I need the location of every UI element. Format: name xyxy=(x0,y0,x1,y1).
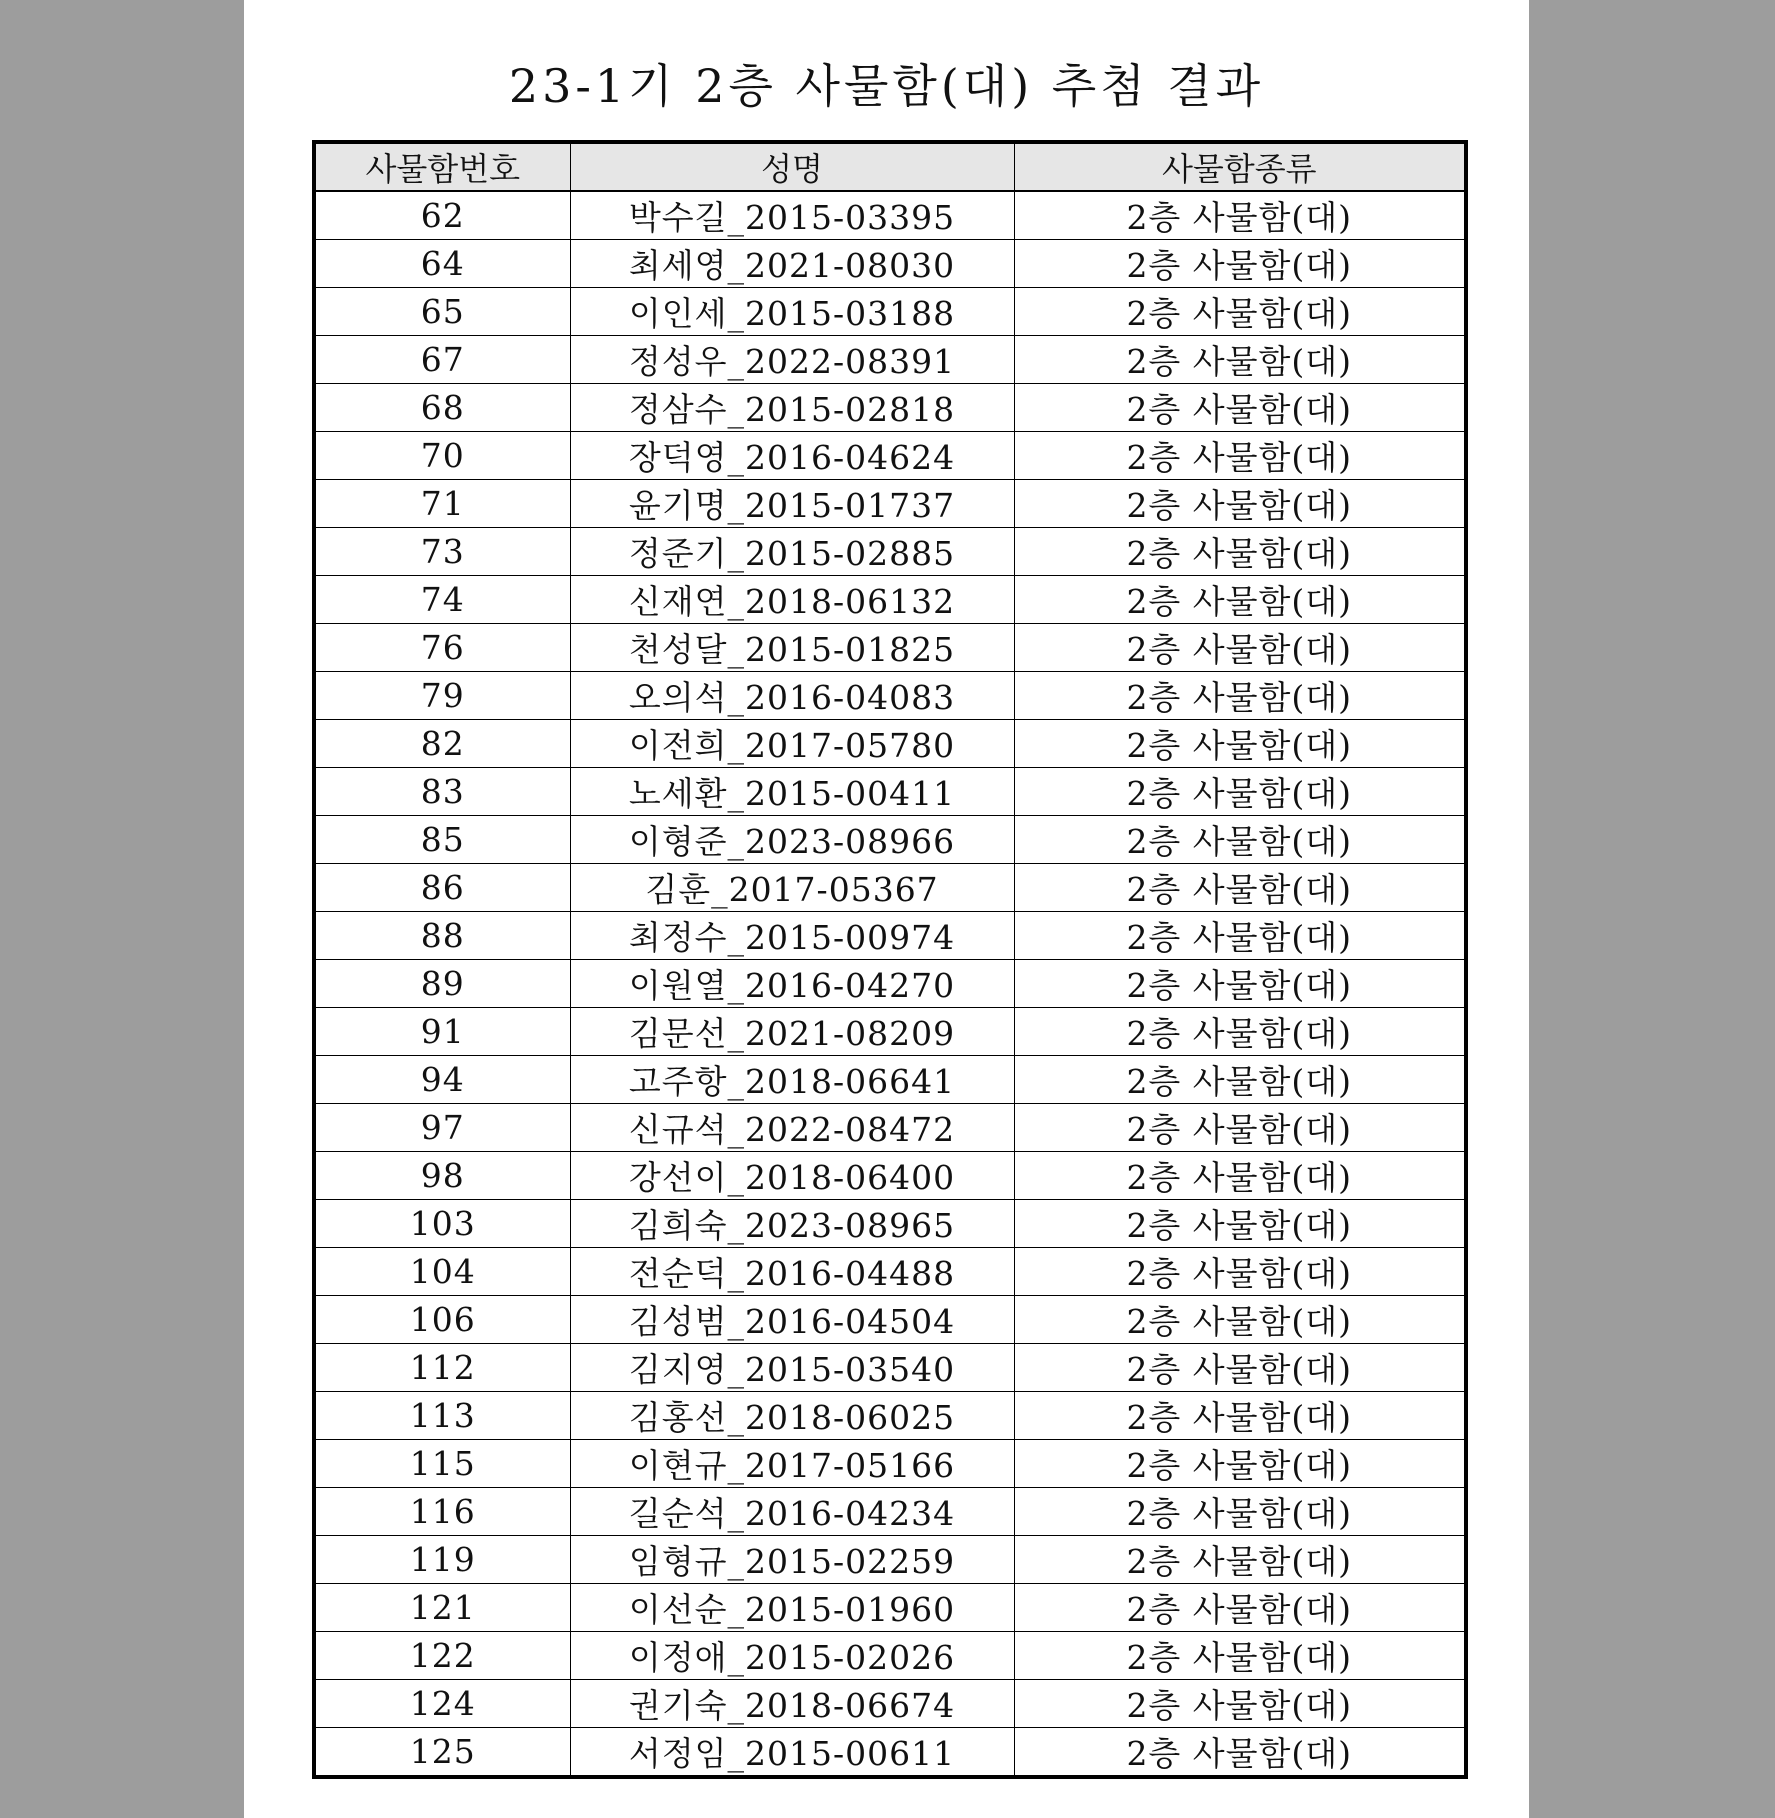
name-cell: 노세환_2015-00411 xyxy=(570,768,1014,816)
name-cell: 서정임_2015-00611 xyxy=(570,1728,1014,1778)
table-row xyxy=(314,240,1466,288)
table-row xyxy=(314,1008,1466,1056)
locker-number-cell: 70 xyxy=(314,432,570,480)
locker-type-cell: 2층 사물함(대) xyxy=(1014,624,1466,672)
locker-number-cell: 115 xyxy=(314,1440,570,1488)
locker-type-cell: 2층 사물함(대) xyxy=(1014,1392,1466,1440)
name-cell: 이전희_2017-05780 xyxy=(570,720,1014,768)
locker-number-cell: 122 xyxy=(314,1632,570,1680)
locker-type-cell: 2층 사물함(대) xyxy=(1014,816,1466,864)
name-cell: 권기숙_2018-06674 xyxy=(570,1680,1014,1728)
page-title: 23-1기 2층 사물함(대) 추첨 결과 xyxy=(508,59,1265,113)
name-cell: 김문선_2021-08209 xyxy=(570,1008,1014,1056)
locker-type-cell: 2층 사물함(대) xyxy=(1014,1344,1466,1392)
locker-type-cell: 2층 사물함(대) xyxy=(1014,720,1466,768)
locker-type-cell: 2층 사물함(대) xyxy=(1014,1536,1466,1584)
locker-type-cell: 2층 사물함(대) xyxy=(1014,480,1466,528)
locker-number-cell: 68 xyxy=(314,384,570,432)
table-row xyxy=(314,1296,1466,1344)
table-row xyxy=(314,1152,1466,1200)
name-cell: 이인세_2015-03188 xyxy=(570,288,1014,336)
table-row xyxy=(314,191,1466,240)
locker-number-cell: 94 xyxy=(314,1056,570,1104)
table-row xyxy=(314,816,1466,864)
name-cell: 이형준_2023-08966 xyxy=(570,816,1014,864)
table-row xyxy=(314,528,1466,576)
name-cell: 고주항_2018-06641 xyxy=(570,1056,1014,1104)
table-row xyxy=(314,1200,1466,1248)
locker-number-cell: 76 xyxy=(314,624,570,672)
locker-type-cell: 2층 사물함(대) xyxy=(1014,1008,1466,1056)
header-locker-type: 사물함종류 xyxy=(1014,142,1466,191)
locker-type-cell: 2층 사물함(대) xyxy=(1014,1488,1466,1536)
locker-type-cell: 2층 사물함(대) xyxy=(1014,768,1466,816)
locker-number-cell: 112 xyxy=(314,1344,570,1392)
name-cell: 이현규_2017-05166 xyxy=(570,1440,1014,1488)
locker-type-cell: 2층 사물함(대) xyxy=(1014,1584,1466,1632)
table-row xyxy=(314,1536,1466,1584)
locker-type-cell: 2층 사물함(대) xyxy=(1014,1728,1466,1778)
locker-type-cell: 2층 사물함(대) xyxy=(1014,191,1466,240)
table-row xyxy=(314,288,1466,336)
locker-number-cell: 79 xyxy=(314,672,570,720)
name-cell: 정성우_2022-08391 xyxy=(570,336,1014,384)
table-row xyxy=(314,480,1466,528)
locker-type-cell: 2층 사물함(대) xyxy=(1014,864,1466,912)
name-cell: 김지영_2015-03540 xyxy=(570,1344,1014,1392)
locker-number-cell: 85 xyxy=(314,816,570,864)
header-name: 성명 xyxy=(570,142,1014,191)
locker-number-cell: 86 xyxy=(314,864,570,912)
locker-type-cell: 2층 사물함(대) xyxy=(1014,1104,1466,1152)
document-page xyxy=(244,0,1529,1818)
locker-type-cell: 2층 사물함(대) xyxy=(1014,1248,1466,1296)
locker-type-cell: 2층 사물함(대) xyxy=(1014,576,1466,624)
locker-type-cell: 2층 사물함(대) xyxy=(1014,240,1466,288)
name-cell: 강선이_2018-06400 xyxy=(570,1152,1014,1200)
locker-type-cell: 2층 사물함(대) xyxy=(1014,1440,1466,1488)
table-row xyxy=(314,1344,1466,1392)
locker-type-cell: 2층 사물함(대) xyxy=(1014,384,1466,432)
locker-type-cell: 2층 사물함(대) xyxy=(1014,1152,1466,1200)
locker-type-cell: 2층 사물함(대) xyxy=(1014,912,1466,960)
name-cell: 정준기_2015-02885 xyxy=(570,528,1014,576)
name-cell: 김희숙_2023-08965 xyxy=(570,1200,1014,1248)
table-row xyxy=(314,1488,1466,1536)
table-row xyxy=(314,1104,1466,1152)
name-cell: 김훈_2017-05367 xyxy=(570,864,1014,912)
locker-number-cell: 98 xyxy=(314,1152,570,1200)
table-row xyxy=(314,432,1466,480)
table-row xyxy=(314,1680,1466,1728)
locker-number-cell: 113 xyxy=(314,1392,570,1440)
locker-type-cell: 2층 사물함(대) xyxy=(1014,1056,1466,1104)
table-row xyxy=(314,1632,1466,1680)
locker-number-cell: 104 xyxy=(314,1248,570,1296)
locker-type-cell: 2층 사물함(대) xyxy=(1014,528,1466,576)
locker-type-cell: 2층 사물함(대) xyxy=(1014,432,1466,480)
name-cell: 길순석_2016-04234 xyxy=(570,1488,1014,1536)
table-row xyxy=(314,576,1466,624)
locker-number-cell: 125 xyxy=(314,1728,570,1778)
name-cell: 정삼수_2015-02818 xyxy=(570,384,1014,432)
locker-type-cell: 2층 사물함(대) xyxy=(1014,336,1466,384)
name-cell: 전순덕_2016-04488 xyxy=(570,1248,1014,1296)
table-row xyxy=(314,336,1466,384)
name-cell: 이원열_2016-04270 xyxy=(570,960,1014,1008)
name-cell: 장덕영_2016-04624 xyxy=(570,432,1014,480)
name-cell: 이정애_2015-02026 xyxy=(570,1632,1014,1680)
table-row xyxy=(314,1440,1466,1488)
header-locker-number: 사물함번호 xyxy=(314,142,570,191)
locker-number-cell: 89 xyxy=(314,960,570,1008)
locker-number-cell: 119 xyxy=(314,1536,570,1584)
locker-type-cell: 2층 사물함(대) xyxy=(1014,1200,1466,1248)
table-row xyxy=(314,672,1466,720)
locker-type-cell: 2층 사물함(대) xyxy=(1014,1296,1466,1344)
locker-number-cell: 106 xyxy=(314,1296,570,1344)
locker-number-cell: 103 xyxy=(314,1200,570,1248)
locker-number-cell: 73 xyxy=(314,528,570,576)
locker-type-cell: 2층 사물함(대) xyxy=(1014,960,1466,1008)
name-cell: 최세영_2021-08030 xyxy=(570,240,1014,288)
locker-number-cell: 65 xyxy=(314,288,570,336)
locker-number-cell: 124 xyxy=(314,1680,570,1728)
name-cell: 오의석_2016-04083 xyxy=(570,672,1014,720)
table-row xyxy=(314,768,1466,816)
locker-type-cell: 2층 사물함(대) xyxy=(1014,288,1466,336)
name-cell: 신재연_2018-06132 xyxy=(570,576,1014,624)
name-cell: 윤기명_2015-01737 xyxy=(570,480,1014,528)
name-cell: 신규석_2022-08472 xyxy=(570,1104,1014,1152)
locker-number-cell: 83 xyxy=(314,768,570,816)
table-row xyxy=(314,384,1466,432)
locker-number-cell: 71 xyxy=(314,480,570,528)
locker-type-cell: 2층 사물함(대) xyxy=(1014,1680,1466,1728)
locker-number-cell: 91 xyxy=(314,1008,570,1056)
locker-number-cell: 116 xyxy=(314,1488,570,1536)
name-cell: 박수길_2015-03395 xyxy=(570,191,1014,240)
table-row xyxy=(314,864,1466,912)
table-header-row xyxy=(314,142,1466,191)
table-row xyxy=(314,1728,1466,1778)
name-cell: 김홍선_2018-06025 xyxy=(570,1392,1014,1440)
locker-number-cell: 88 xyxy=(314,912,570,960)
locker-number-cell: 67 xyxy=(314,336,570,384)
locker-type-cell: 2층 사물함(대) xyxy=(1014,672,1466,720)
locker-number-cell: 82 xyxy=(314,720,570,768)
table-body xyxy=(314,191,1466,1777)
table-row xyxy=(314,912,1466,960)
locker-number-cell: 64 xyxy=(314,240,570,288)
table-row xyxy=(314,1056,1466,1104)
table-row xyxy=(314,960,1466,1008)
locker-type-cell: 2층 사물함(대) xyxy=(1014,1632,1466,1680)
name-cell: 천성달_2015-01825 xyxy=(570,624,1014,672)
name-cell: 최정수_2015-00974 xyxy=(570,912,1014,960)
table-row xyxy=(314,1392,1466,1440)
table-row xyxy=(314,1248,1466,1296)
name-cell: 임형규_2015-02259 xyxy=(570,1536,1014,1584)
locker-number-cell: 62 xyxy=(314,191,570,240)
locker-number-cell: 97 xyxy=(314,1104,570,1152)
name-cell: 김성범_2016-04504 xyxy=(570,1296,1014,1344)
locker-result-table xyxy=(312,140,1468,1779)
name-cell: 이선순_2015-01960 xyxy=(570,1584,1014,1632)
locker-number-cell: 74 xyxy=(314,576,570,624)
locker-number-cell: 121 xyxy=(314,1584,570,1632)
table-row xyxy=(314,720,1466,768)
table-row xyxy=(314,624,1466,672)
table-row xyxy=(314,1584,1466,1632)
